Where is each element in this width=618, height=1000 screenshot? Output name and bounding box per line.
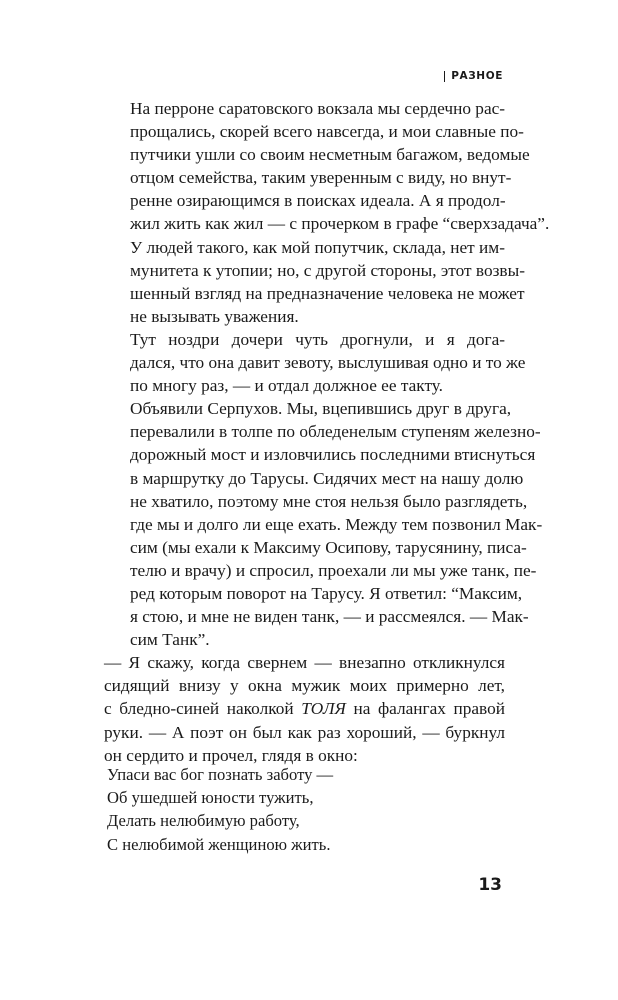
- text-line: отцом семейства, таким уверенным с виду, но внут-: [130, 168, 512, 188]
- text-line: сим (мы ехали к Максиму Осипову, тарусянину, писа-: [130, 537, 527, 557]
- text-line: шенный взгляд на предназначение человека не может: [130, 283, 525, 303]
- text-line: сим Танк”.: [130, 630, 210, 650]
- poem-line: Упаси вас бог познать заботу —: [107, 765, 334, 784]
- text-line: где мы и долго ли еще ехать. Между тем позвонил Мак-: [130, 514, 543, 534]
- text-line: сидящий внизу у окна мужик моих примерно лет,: [104, 676, 505, 696]
- text-line: не вызывать уважения.: [130, 306, 299, 326]
- tattoo-name: ТОЛЯ: [301, 699, 346, 719]
- text-line: я стою, и мне не виден танк, — и рассмеялся. — Мак-: [130, 607, 529, 627]
- running-head-title: РАЗНОЕ: [451, 70, 503, 82]
- paragraph-2: [104, 236, 525, 328]
- running-head-rule: [444, 71, 446, 82]
- poem-quote: [107, 763, 333, 856]
- tattoo-text-after: на фалангах правой: [345, 699, 505, 719]
- text-line: ред которым поворот на Тарусу. Я ответил: “Максим,: [130, 583, 523, 603]
- text-line: телю и врачу) и спросил, проехали ли мы уже танк, пе-: [130, 560, 537, 580]
- text-line: руки. — А поэт он был как раз хороший, — буркнул: [104, 722, 505, 742]
- running-head: [444, 70, 503, 82]
- text-line: дорожный мост и изловчились последними втиснуться: [130, 445, 536, 465]
- text-line: мунитета к утопии; но, с другой стороны, этот возвы-: [130, 260, 525, 280]
- tattoo-text-before: с бледно-синей наколкой: [104, 699, 302, 719]
- poem-line: С нелюбимой женщиною жить.: [107, 834, 331, 854]
- text-line: по многу раз, — и отдал должное ее такту.: [130, 376, 444, 396]
- text-line: не хватило, поэтому мне стоя нельзя было разглядеть,: [130, 491, 528, 511]
- text-line: — Я скажу, когда свернем — внезапно откликнулся: [104, 653, 505, 673]
- text-line: дался, что она давит зевоту, выслушивая одно и то же: [130, 353, 526, 373]
- body-text: [104, 97, 550, 767]
- text-line: он сердито и прочел, глядя в окно:: [104, 745, 358, 765]
- text-line: путчики ушли со своим несметным багажом, ведомые: [130, 145, 530, 165]
- paragraph-5: [104, 651, 505, 766]
- text-line: в маршрутку до Тарусы. Сидячих мест на нашу долю: [130, 468, 524, 488]
- paragraph-1: [104, 97, 550, 236]
- poem-line: Делать нелюбимую работу,: [107, 811, 300, 831]
- paragraph-4: [104, 397, 543, 651]
- text-line: ренне озирающимся в поисках идеала. А я продол-: [130, 191, 506, 211]
- text-line: На перроне саратовского вокзала мы сердечно рас-: [130, 99, 506, 118]
- text-line-tattoo: [104, 697, 505, 720]
- text-line: перевалили в толпе по обледенелым ступеням железно-: [130, 422, 541, 442]
- text-line: прощались, скорей всего навсегда, и мои славные по-: [130, 122, 524, 142]
- poem-line: Об ушедшей юности тужить,: [107, 788, 314, 808]
- text-line: Тут ноздри дочери чуть дрогнули, и я дога-: [130, 329, 505, 349]
- text-line: У людей такого, как мой попутчик, склада, нет им-: [130, 237, 505, 257]
- page-number: 13: [478, 875, 502, 895]
- text-line: жил жить как жил — с прочерком в графе “сверхзадача”.: [130, 214, 550, 234]
- text-line: Объявили Серпухов. Мы, вцепившись друг в друга,: [130, 399, 512, 419]
- paragraph-3: [104, 328, 526, 397]
